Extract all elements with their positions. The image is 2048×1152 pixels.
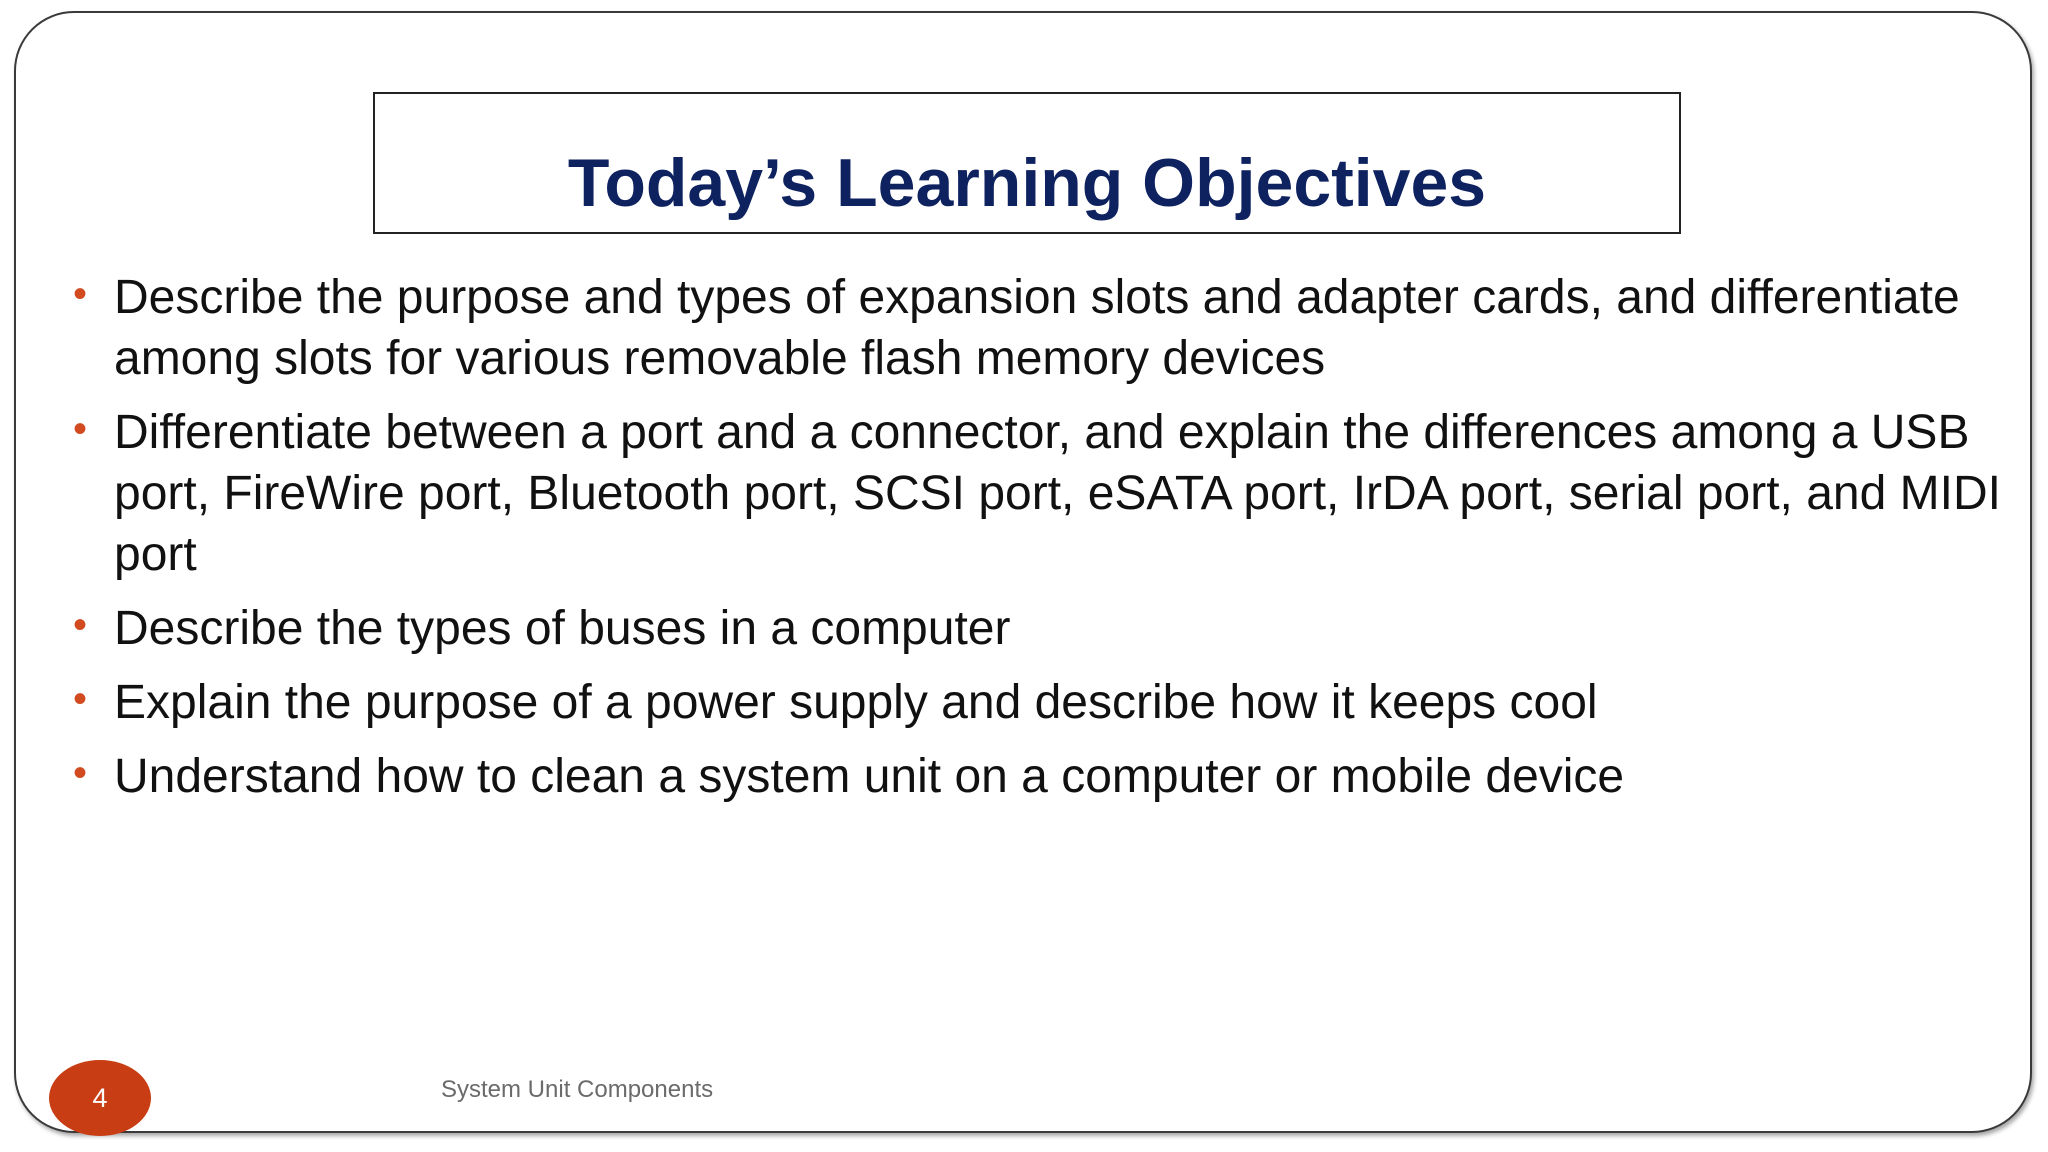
objective-text: Explain the purpose of a power supply and describe how it keeps cool (114, 676, 1598, 729)
objective-text: Understand how to clean a system unit on a computer or mobile device (114, 750, 1625, 803)
page-number-badge (49, 1060, 151, 1136)
bullet-icon: • (73, 603, 88, 647)
objectives-list (73, 267, 2048, 820)
bullet-icon: • (73, 677, 88, 721)
objective-text: Describe the types of buses in a computer (114, 602, 1011, 655)
title-box (373, 92, 1681, 234)
objective-text: Describe the purpose and types of expansion slots and adapter cards, and differentiate among slots for various removable flash memory devices (114, 271, 1960, 385)
slide-title: Today’s Learning Objectives (567, 145, 1487, 221)
objective-item (73, 672, 2048, 733)
objective-item (73, 267, 2048, 389)
bullet-icon: • (73, 272, 88, 316)
footer-text: System Unit Components (441, 1076, 714, 1103)
objective-item (73, 746, 2048, 807)
objective-text: Differentiate between a port and a connector, and explain the differences among a USB port, FireWire port, Bluetooth port, SCSI port, eSATA port, IrDA port, serial port, and MIDI port (114, 406, 2001, 581)
objective-item (73, 598, 2048, 659)
objective-item (73, 402, 2048, 585)
bullet-icon: • (73, 751, 88, 795)
bullet-icon: • (73, 407, 88, 451)
slide (14, 11, 2032, 1133)
page-number: 4 (92, 1082, 108, 1113)
